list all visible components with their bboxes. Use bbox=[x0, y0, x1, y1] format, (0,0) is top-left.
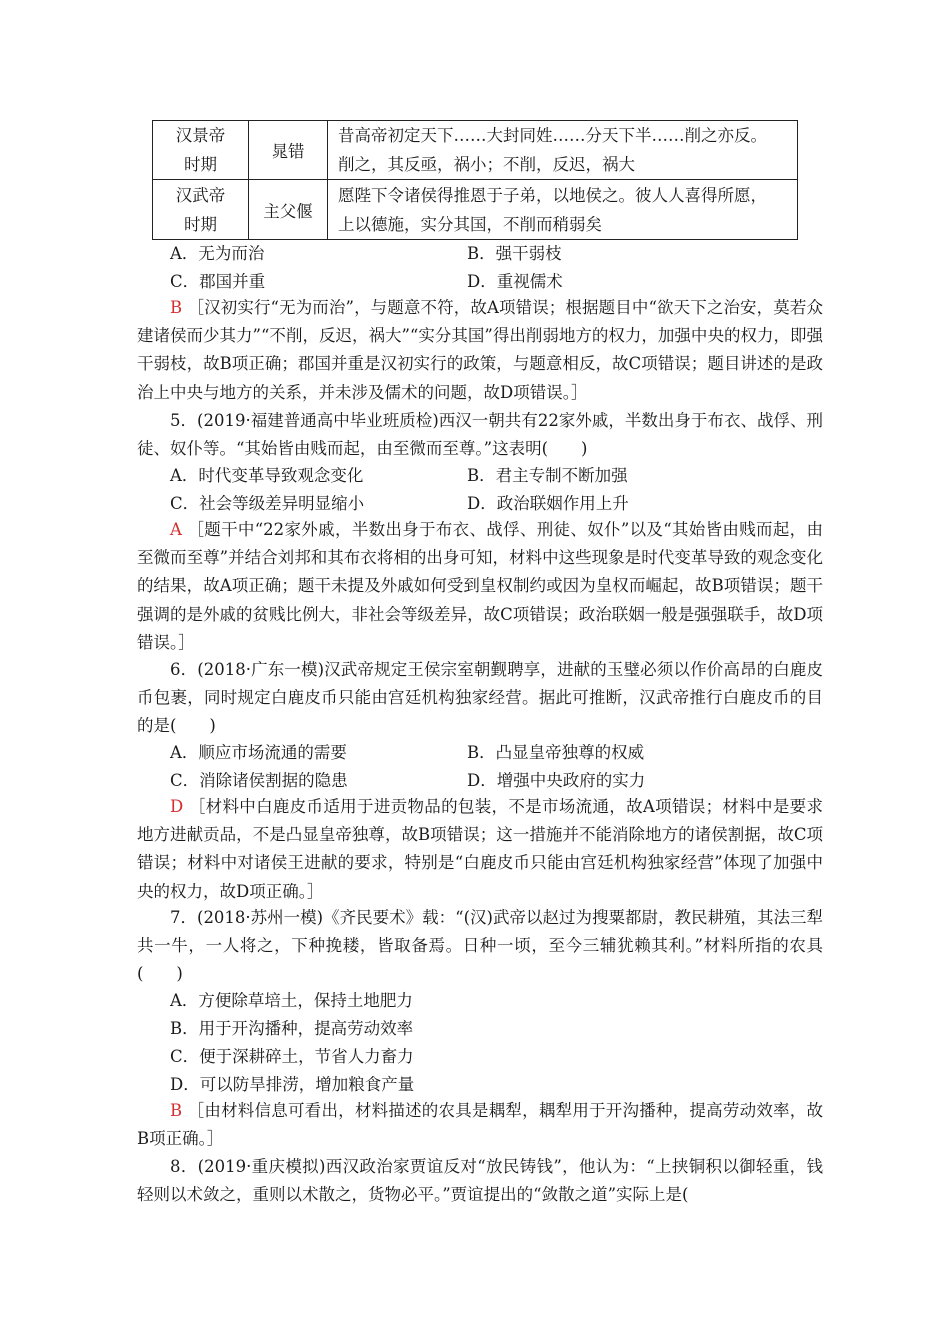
q6-explanation: ［材料中白鹿皮币适用于进贡物品的包装，不是市场流通，故A项错误；材料中是要求地方进献贡品，不是凸显皇帝独尊，故B项错误；这一措施并不能消除地方的诸侯割据，故C项错误；材料中对诸侯王进献的要求，特别是“白鹿皮币只能由宫廷机构独家经营”体现了加强中央的权力，故D项正确。］ bbox=[137, 797, 824, 901]
q4-explanation-block bbox=[137, 294, 823, 407]
q4-option-c: C．郡国并重 bbox=[170, 272, 266, 291]
table-row bbox=[153, 180, 798, 240]
era-cell bbox=[153, 180, 249, 240]
q5-option-b: B．君主专制不断加强 bbox=[467, 466, 628, 485]
q8-stem: 8．(2019·重庆模拟)西汉政治家贾谊反对“放民铸钱”，他认为：“上挟铜积以御轻重，钱轻则以术敛之，重则以术散之，货物必平。”贾谊提出的“敛散之道”实际上是( bbox=[137, 1157, 823, 1205]
person-cell: 主父偃 bbox=[249, 180, 328, 240]
content-line: 愿陛下令诸侯得推恩于子弟，以地侯之。彼人人喜得所愿， bbox=[338, 185, 767, 205]
era-line: 汉武帝 bbox=[175, 185, 226, 205]
table-row bbox=[153, 121, 798, 180]
q5-option-a: A．时代变革导致观念变化 bbox=[170, 466, 364, 485]
q6-option-c: C．消除诸侯割据的隐患 bbox=[170, 771, 348, 790]
era-line: 汉景帝 bbox=[175, 126, 226, 145]
person-cell: 晁错 bbox=[249, 121, 328, 180]
q7-option-b: B．用于开沟播种，提高劳动效率 bbox=[170, 1019, 414, 1038]
q5-explanation-block bbox=[137, 516, 823, 657]
q4-option-b: B．强干弱枝 bbox=[467, 244, 562, 263]
q6-stem: 6．(2018·广东一模)汉武帝规定王侯宗室朝觐聘享，进献的玉璧必须以作价高昂的白鹿皮币包裹，同时规定白鹿皮币只能由宫廷机构独家经营。据此可推断，汉武帝推行白鹿皮币的目的是( ) bbox=[137, 660, 823, 736]
era-line: 时期 bbox=[184, 214, 217, 234]
era-cell bbox=[153, 121, 249, 180]
content-line: 削之，其反亟，祸小；不削，反迟，祸大 bbox=[338, 155, 635, 174]
q6-option-b: B．凸显皇帝独尊的权威 bbox=[467, 743, 645, 762]
q6-option-a: A．顺应市场流通的需要 bbox=[170, 743, 347, 762]
q4-option-a: A．无为而治 bbox=[170, 244, 265, 263]
q4-answer: B bbox=[170, 298, 183, 317]
q6-explanation-block bbox=[137, 793, 823, 906]
q7-stem: 7．(2018·苏州一模)《齐民要术》载：“(汉)武帝以赵过为搜粟都尉，教民耕殖，其法三犁共一牛，一人将之，下种挽耧，皆取备焉。日种一顷，至今三辅犹赖其利。”材料所指的农具( ) bbox=[137, 908, 823, 984]
content-cell bbox=[328, 180, 798, 240]
content-line: 上以德施，实分其国，不削而稍弱矣 bbox=[338, 214, 602, 234]
q7-option-c: C．便于深耕碎土，节省人力畜力 bbox=[170, 1047, 414, 1066]
content-cell bbox=[328, 121, 798, 180]
q5-option-d: D．政治联姻作用上升 bbox=[467, 494, 629, 513]
era-line: 时期 bbox=[184, 155, 217, 174]
q4-option-d: D．重视儒术 bbox=[467, 272, 563, 291]
q5-answer: A bbox=[170, 520, 182, 539]
q7-option-d: D．可以防旱排涝，增加粮食产量 bbox=[170, 1075, 415, 1094]
q7-option-a: A．方便除草培土，保持土地肥力 bbox=[170, 991, 413, 1010]
q6-option-d: D．增强中央政府的实力 bbox=[467, 771, 646, 790]
source-table bbox=[152, 120, 798, 240]
q7-explanation-block bbox=[137, 1097, 823, 1153]
q5-option-c: C．社会等级差异明显缩小 bbox=[170, 494, 365, 513]
q6-answer: D bbox=[170, 797, 184, 816]
q4-explanation: ［汉初实行“无为而治”，与题意不符，故A项错误；根据题目中“欲天下之治安，莫若众建诸侯而少其力”“不削，反迟，祸大”“实分其国”得出削弱地方的权力，加强中央的权力，即强干弱枝，故B项正确；郡国并重是汉初实行的政策，与题意相反，故C项错误；题目讲述的是政治上中央与地方的关系，并未涉及儒术的问题，故D项错误。］ bbox=[137, 298, 823, 402]
q5-explanation: ［题干中“22家外戚，半数出身于布衣、战俘、刑徒、奴仆”以及“其始皆由贱而起，由至微而至尊”并结合刘邦和其布衣将相的出身可知，材料中这些现象是时代变革导致的观念变化的结果，故A项正确；题干未提及外戚如何受到皇权制约或因为皇权而崛起，故B项错误；题干强调的是外戚的贫贱比例大，非社会等级差异，故C项错误；政治联姻一般是强强联手，故D项错误。］ bbox=[137, 520, 823, 652]
q7-answer: B bbox=[170, 1101, 183, 1120]
q7-explanation: ［由材料信息可看出，材料描述的农具是耦犁，耦犁用于开沟播种，提高劳动效率，故B项正确。］ bbox=[137, 1101, 824, 1149]
q5-stem: 5．(2019·福建普通高中毕业班质检)西汉一朝共有22家外戚，半数出身于布衣、战俘、刑徒、奴仆等。“其始皆由贱而起，由至微而至尊。”这表明( ) bbox=[137, 411, 823, 459]
content-line: 昔高帝初定天下……大封同姓……分天下半……削之亦反。 bbox=[338, 126, 767, 145]
